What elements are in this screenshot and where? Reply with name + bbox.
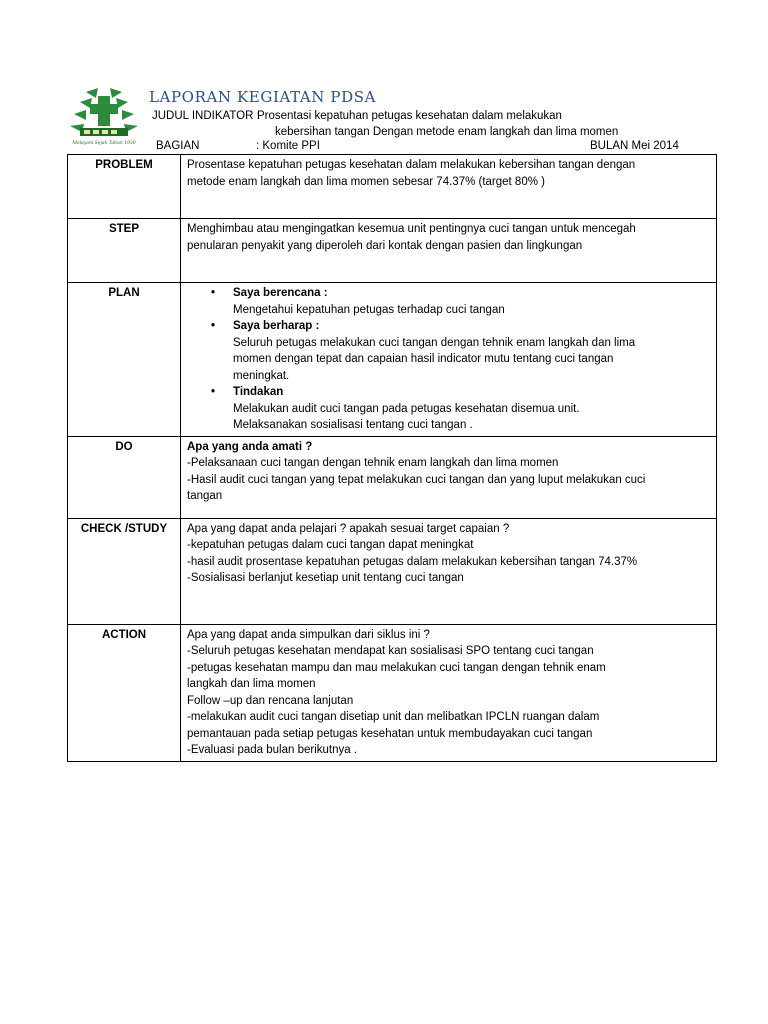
problem-line: metode enam langkah dan lima momen sebesar 74.37% (target 80% ) (187, 175, 545, 188)
plan-bullet: • Saya berharap : (187, 318, 710, 335)
problem-row (68, 155, 717, 219)
row-label-plan: PLAN (68, 283, 181, 437)
bagian-value: : Komite PPI (256, 140, 320, 152)
plan-bullet: • Tindakan (187, 384, 710, 401)
bullet-icon: • (211, 386, 216, 398)
bagian-label: BAGIAN (156, 140, 200, 152)
judul-indikator-line2: kebersihan tangan Dengan metode enam langkah dan lima momen (275, 126, 619, 138)
step-line: Menghimbau atau mengingatkan kesemua unit pentingnya cuci tangan untuk mencegah (187, 223, 636, 235)
action-line: -melakukan audit cuci tangan disetiap unit dan melibatkan IPCLN ruangan dalam (187, 711, 600, 723)
plan-text: Melakukan audit cuci tangan pada petugas kesehatan disemua unit. (233, 402, 580, 415)
step-content (181, 219, 717, 283)
check-study-row (68, 518, 717, 624)
problem-line: Prosentase kepatuhan petugas kesehatan dalam melakukan kebersihan tangan dengan (187, 159, 636, 171)
do-content (181, 436, 717, 518)
plan-text: meningkat. (233, 369, 290, 382)
problem-content (181, 155, 717, 219)
plan-text: Seluruh petugas melakukan cuci tangan dengan tehnik enam langkah dan lima (233, 336, 636, 349)
action-heading: Apa yang dapat anda simpulkan dari siklus ini ? (187, 628, 430, 641)
do-line: tangan (187, 490, 223, 502)
hospital-emblem-logo (66, 86, 142, 150)
check-line: -Sosialisasi berlanjut kesetiap unit tentang cuci tangan (187, 572, 464, 584)
bulan-label: BULAN Mei 2014 (590, 140, 679, 152)
row-label-do: DO (68, 436, 181, 518)
judul-indikator-label: JUDUL INDIKATOR : (152, 110, 260, 122)
plan-text: Mengetahui kepatuhan petugas terhadap cuci tangan (233, 303, 505, 316)
do-line: -Pelaksanaan cuci tangan dengan tehnik enam langkah dan lima momen (187, 457, 559, 469)
plan-text: Melaksanakan sosialisasi tentang cuci tangan . (233, 419, 473, 431)
action-line: Follow –up dan rencana lanjutan (187, 694, 354, 707)
row-label-problem: PROBLEM (68, 155, 181, 219)
do-row (68, 436, 717, 518)
plan-content (181, 283, 717, 437)
plan-text: momen dengan tepat dan capaian hasil indicator mutu tentang cuci tangan (233, 353, 614, 365)
row-label-action: ACTION (68, 624, 181, 761)
step-row (68, 219, 717, 283)
row-label-step: STEP (68, 219, 181, 283)
action-line: -Evaluasi pada bulan berikutnya . (187, 744, 358, 756)
action-line: langkah dan lima momen (187, 678, 316, 690)
plan-bullet: • Saya berencana : (187, 285, 710, 302)
bullet-icon: • (211, 287, 216, 299)
report-title: LAPORAN KEGIATAN PDSA (149, 88, 377, 106)
judul-indikator-line1: Prosentasi kepatuhan petugas kesehatan dalam melakukan (257, 110, 562, 122)
action-line: -Seluruh petugas kesehatan mendapat kan sosialisasi SPO tentang cuci tangan (187, 645, 594, 657)
do-heading: Apa yang anda amati ? (187, 440, 313, 453)
action-content (181, 624, 717, 761)
do-line: -Hasil audit cuci tangan yang tepat melakukan cuci tangan dan yang luput melakukan cuci (187, 473, 646, 486)
svg-text:Melayani Sejak Tahun 1930: Melayani Sejak Tahun 1930 (72, 141, 136, 146)
action-line: -petugas kesehatan mampu dan mau melakukan cuci tangan dengan tehnik enam (187, 661, 606, 674)
pdsa-table (67, 154, 717, 762)
row-label-check-study: CHECK /STUDY (68, 518, 181, 624)
check-line: -hasil audit prosentase kepatuhan petugas dalam melakukan kebersihan tangan 74.37% (187, 555, 638, 568)
bullet-icon: • (211, 320, 216, 332)
action-row (68, 624, 717, 761)
check-line: -kepatuhan petugas dalam cuci tangan dapat meningkat (187, 539, 474, 551)
step-line: penularan penyakit yang diperoleh dari kontak dengan pasien dan lingkungan (187, 239, 583, 252)
check-study-content (181, 518, 717, 624)
plan-row (68, 283, 717, 437)
check-heading: Apa yang dapat anda pelajari ? apakah sesuai target capaian ? (187, 522, 510, 535)
action-line: pemantauan pada setiap petugas kesehatan untuk membudayakan cuci tangan (187, 727, 593, 740)
